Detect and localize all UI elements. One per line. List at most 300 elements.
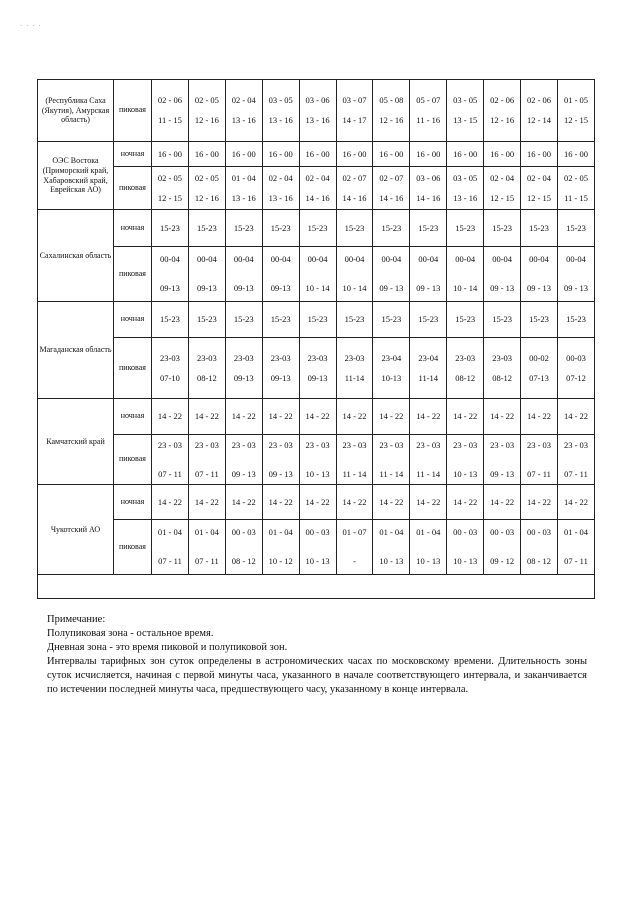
interval-start: 14 - 22	[342, 411, 367, 422]
interval-start: 23-03	[492, 352, 513, 363]
interval-end: 09 - 13	[231, 468, 256, 479]
interval-cell	[373, 435, 410, 485]
interval-start: 02 - 05	[563, 172, 589, 183]
interval-start: 01 - 04	[157, 527, 182, 538]
interval-cell	[336, 399, 373, 435]
interval-cell	[484, 210, 521, 247]
interval-start: 14 - 22	[157, 496, 182, 507]
interval-cell	[373, 80, 410, 142]
interval-start: 01 - 04	[563, 527, 589, 538]
interval-start: 15-23	[307, 314, 328, 325]
interval-cell	[557, 142, 594, 167]
interval-end: 08 - 12	[231, 556, 256, 566]
interval-start: 23-03	[344, 352, 365, 363]
interval-start: 00 - 03	[526, 527, 552, 538]
interval-start: 14 - 22	[268, 496, 293, 507]
interval-start: 00-03	[566, 352, 586, 363]
interval-cell	[447, 210, 484, 247]
interval-cell	[447, 485, 484, 520]
interval-cell	[225, 485, 262, 520]
zone-type: пиковая	[114, 167, 152, 210]
interval-start: 23-03	[455, 352, 476, 363]
interval-start: 14 - 22	[416, 496, 441, 507]
zone-type: ночная	[114, 485, 152, 520]
interval-end: 10 - 14	[453, 283, 478, 293]
interval-end: 13 - 16	[453, 192, 478, 203]
interval-start: 14 - 22	[305, 496, 330, 507]
interval-cell	[336, 485, 373, 520]
interval-end: 12 - 16	[379, 115, 404, 125]
interval-start: 16 - 00	[379, 148, 404, 159]
interval-start: 15-23	[566, 314, 586, 325]
interval-start: 02 - 06	[157, 95, 182, 106]
region-name: ОЭС Востока (Приморский край, Хабаровский край, Еврейская АО)	[38, 142, 114, 210]
region-name: Камчатский край	[38, 399, 114, 485]
interval-start: 14 - 22	[379, 411, 404, 422]
interval-end: 14 - 16	[379, 192, 404, 203]
note-semipeak: Полупиковая зона - остальное время.	[47, 628, 214, 639]
interval-start: 14 - 22	[231, 496, 256, 507]
interval-end: 09-13	[196, 283, 217, 293]
interval-start: 15-23	[233, 222, 254, 233]
interval-cell	[557, 80, 594, 142]
interval-cell	[373, 210, 410, 247]
interval-start: 03 - 06	[416, 172, 441, 183]
interval-end: 07-10	[160, 372, 180, 383]
interval-cell	[521, 142, 558, 167]
interval-cell	[447, 247, 484, 302]
interval-cell	[521, 399, 558, 435]
interval-start: 23 - 03	[526, 439, 552, 450]
interval-cell	[521, 247, 558, 302]
interval-start: 16 - 00	[490, 148, 515, 159]
interval-start: 15-23	[566, 222, 586, 233]
interval-start: 23 - 03	[157, 439, 182, 450]
interval-cell	[188, 210, 225, 247]
interval-cell	[152, 399, 189, 435]
interval-cell	[336, 435, 373, 485]
interval-cell	[557, 399, 594, 435]
interval-cell	[410, 520, 447, 575]
interval-start: 02 - 06	[526, 95, 552, 106]
interval-end: 09 - 12	[490, 556, 515, 566]
interval-start: 02 - 07	[342, 172, 367, 183]
interval-end: 13 - 16	[231, 115, 256, 125]
region-name: Чукотский АО	[38, 485, 114, 575]
interval-start: 16 - 00	[194, 148, 219, 159]
interval-start: 00 - 03	[305, 527, 330, 538]
interval-cell	[299, 247, 336, 302]
interval-start: 03 - 05	[268, 95, 293, 106]
interval-start: 14 - 22	[526, 411, 552, 422]
interval-cell	[336, 302, 373, 338]
interval-start: 05 - 08	[379, 95, 404, 106]
interval-cell	[299, 302, 336, 338]
interval-cell	[484, 399, 521, 435]
zone-type: пиковая	[114, 247, 152, 302]
interval-start: 23 - 03	[490, 439, 515, 450]
interval-start: 00 - 03	[490, 527, 515, 538]
interval-cell	[225, 80, 262, 142]
interval-cell	[152, 247, 189, 302]
interval-start: 23-03	[307, 352, 328, 363]
interval-cell	[373, 485, 410, 520]
interval-start: 00-04	[307, 254, 328, 265]
interval-start: 15-23	[344, 222, 365, 233]
interval-end: 09-13	[270, 372, 291, 383]
interval-cell	[410, 80, 447, 142]
zone-type: пиковая	[114, 338, 152, 399]
interval-start: 02 - 05	[194, 95, 219, 106]
interval-end: 08-12	[492, 372, 513, 383]
interval-start: 23 - 03	[194, 439, 219, 450]
interval-cell	[299, 142, 336, 167]
interval-end: 13 - 16	[231, 192, 256, 203]
interval-start: 14 - 22	[563, 411, 589, 422]
interval-start: 05 - 07	[416, 95, 441, 106]
interval-start: 00 - 03	[231, 527, 256, 538]
interval-cell	[225, 167, 262, 210]
interval-end: 11 - 15	[158, 115, 182, 125]
interval-start: 23 - 03	[231, 439, 256, 450]
interval-cell	[225, 302, 262, 338]
interval-cell	[373, 302, 410, 338]
interval-cell	[447, 520, 484, 575]
interval-start: 16 - 00	[342, 148, 367, 159]
interval-cell	[410, 338, 447, 399]
interval-start: 15-23	[270, 314, 291, 325]
table-row	[38, 167, 595, 210]
interval-cell	[299, 435, 336, 485]
interval-cell	[262, 520, 299, 575]
interval-end: 07 - 11	[194, 556, 219, 566]
region-name: Сахалинская область	[38, 210, 114, 302]
interval-start: 14 - 22	[379, 496, 404, 507]
interval-cell	[447, 435, 484, 485]
interval-cell	[484, 520, 521, 575]
interval-start: 16 - 00	[157, 148, 182, 159]
interval-cell	[152, 485, 189, 520]
interval-start: 15-23	[529, 222, 549, 233]
interval-cell	[225, 142, 262, 167]
interval-end: 12 - 16	[194, 192, 219, 203]
notes-title: Примечание:	[47, 614, 106, 625]
interval-end: 10 - 13	[453, 468, 478, 479]
interval-start: 01 - 04	[379, 527, 404, 538]
interval-cell	[484, 167, 521, 210]
interval-start: 14 - 22	[453, 496, 478, 507]
interval-start: 00-04	[529, 254, 549, 265]
zone-type: ночная	[114, 142, 152, 167]
interval-cell	[188, 302, 225, 338]
interval-end: 14 - 17	[342, 115, 367, 125]
interval-start: 23 - 03	[416, 439, 441, 450]
zone-type: пиковая	[114, 435, 152, 485]
interval-start: 23 - 03	[379, 439, 404, 450]
interval-end: 12 - 15	[563, 115, 589, 125]
interval-cell	[557, 338, 594, 399]
interval-start: 14 - 22	[453, 411, 478, 422]
interval-start: 00-02	[529, 352, 549, 363]
interval-cell	[484, 80, 521, 142]
table-row	[38, 302, 595, 338]
interval-cell	[152, 167, 189, 210]
interval-start: 00-04	[381, 254, 402, 265]
interval-cell	[262, 210, 299, 247]
interval-start: 15-23	[196, 314, 217, 325]
interval-cell	[336, 142, 373, 167]
interval-start: 01 - 04	[231, 172, 256, 183]
interval-end: 10 - 13	[416, 556, 441, 566]
region-name: (Республика Саха (Якутия), Амурская область)	[38, 80, 114, 142]
interval-end: 09 - 13	[379, 283, 404, 293]
interval-start: 02 - 04	[490, 172, 515, 183]
interval-start: 14 - 22	[416, 411, 441, 422]
interval-start: 00-04	[344, 254, 365, 265]
interval-start: 15-23	[196, 222, 217, 233]
interval-cell	[225, 520, 262, 575]
interval-start: 01 - 04	[268, 527, 293, 538]
interval-end: 10 - 13	[305, 556, 330, 566]
interval-end: 10 - 13	[305, 468, 330, 479]
interval-cell	[557, 302, 594, 338]
interval-end: 11 - 14	[342, 468, 367, 479]
interval-start: 15-23	[492, 222, 513, 233]
interval-cell	[262, 485, 299, 520]
interval-cell	[262, 435, 299, 485]
interval-cell	[262, 247, 299, 302]
interval-end: 07 - 11	[564, 556, 588, 566]
interval-start: 14 - 22	[490, 411, 515, 422]
interval-cell	[557, 247, 594, 302]
interval-cell	[336, 520, 373, 575]
interval-start: 15-23	[418, 314, 439, 325]
interval-end: 10 - 14	[305, 283, 330, 293]
interval-cell	[521, 520, 558, 575]
empty-cell	[38, 575, 595, 599]
interval-start: 00 - 03	[453, 527, 478, 538]
interval-cell	[484, 302, 521, 338]
interval-end: 09 - 13	[268, 468, 293, 479]
interval-start: 23 - 03	[268, 439, 293, 450]
interval-end: 09-13	[307, 372, 328, 383]
interval-end: 13 - 15	[453, 115, 478, 125]
interval-cell	[373, 338, 410, 399]
interval-cell	[521, 435, 558, 485]
interval-cell	[225, 247, 262, 302]
interval-start: 23 - 03	[563, 439, 589, 450]
interval-cell	[336, 338, 373, 399]
interval-end: 10 - 13	[379, 556, 404, 566]
interval-start: 23-04	[381, 352, 402, 363]
interval-cell	[299, 80, 336, 142]
interval-cell	[373, 520, 410, 575]
interval-start: 00-04	[492, 254, 513, 265]
zone-type: ночная	[114, 302, 152, 338]
interval-cell	[521, 338, 558, 399]
interval-start: 02 - 04	[526, 172, 552, 183]
interval-start: 15-23	[455, 314, 476, 325]
interval-start: 15-23	[529, 314, 549, 325]
interval-cell	[188, 485, 225, 520]
interval-cell	[262, 338, 299, 399]
interval-cell	[188, 247, 225, 302]
interval-cell	[557, 210, 594, 247]
interval-end: 11-14	[344, 372, 365, 383]
interval-cell	[225, 210, 262, 247]
interval-cell	[410, 247, 447, 302]
interval-cell	[152, 302, 189, 338]
interval-end: 09 - 13	[490, 283, 515, 293]
notes-section	[47, 613, 587, 697]
interval-start: 23 - 03	[342, 439, 367, 450]
region-name: Магаданская область	[38, 302, 114, 399]
interval-cell	[188, 167, 225, 210]
interval-start: 03 - 07	[342, 95, 367, 106]
interval-start: 23 - 03	[305, 439, 330, 450]
interval-end: 08-12	[455, 372, 476, 383]
interval-cell	[188, 435, 225, 485]
interval-end: 07 - 11	[194, 468, 219, 479]
interval-cell	[152, 142, 189, 167]
interval-start: 15-23	[270, 222, 291, 233]
interval-cell	[521, 80, 558, 142]
interval-cell	[557, 167, 594, 210]
interval-end: 13 - 16	[305, 115, 330, 125]
interval-cell	[484, 338, 521, 399]
interval-end: 11 - 15	[564, 192, 588, 203]
interval-cell	[557, 485, 594, 520]
interval-start: 02 - 05	[194, 172, 219, 183]
interval-end: 07 - 11	[158, 468, 182, 479]
interval-start: 16 - 00	[416, 148, 441, 159]
interval-start: 00-04	[233, 254, 254, 265]
zone-type: ночная	[114, 210, 152, 247]
interval-cell	[484, 142, 521, 167]
interval-start: 23-03	[270, 352, 291, 363]
interval-end: 09 - 13	[416, 283, 441, 293]
interval-end: 11 - 14	[379, 468, 404, 479]
interval-start: 02 - 06	[490, 95, 515, 106]
interval-cell	[557, 520, 594, 575]
interval-end: 14 - 16	[342, 192, 367, 203]
interval-cell	[521, 167, 558, 210]
interval-start: 14 - 22	[526, 496, 552, 507]
interval-cell	[373, 247, 410, 302]
interval-end: 14 - 16	[305, 192, 330, 203]
interval-cell	[262, 302, 299, 338]
interval-end: 11 - 16	[416, 115, 441, 125]
empty-row	[38, 575, 595, 599]
interval-start: 23-03	[160, 352, 180, 363]
table-row	[38, 399, 595, 435]
interval-start: 23 - 03	[453, 439, 478, 450]
interval-cell	[484, 435, 521, 485]
interval-end: 12 - 16	[490, 115, 515, 125]
interval-end: 09-13	[270, 283, 291, 293]
interval-cell	[447, 80, 484, 142]
interval-end: 07 - 11	[158, 556, 182, 566]
interval-cell	[262, 399, 299, 435]
interval-cell	[262, 142, 299, 167]
zone-type: пиковая	[114, 80, 152, 142]
interval-cell	[410, 167, 447, 210]
interval-cell	[188, 399, 225, 435]
interval-cell	[188, 520, 225, 575]
interval-cell	[336, 247, 373, 302]
zone-type: ночная	[114, 399, 152, 435]
interval-cell	[373, 142, 410, 167]
interval-start: 14 - 22	[563, 496, 589, 507]
interval-start: 00-04	[160, 254, 180, 265]
interval-start: 02 - 05	[157, 172, 182, 183]
interval-end: 10 - 13	[453, 556, 478, 566]
interval-end: 09-13	[233, 372, 254, 383]
interval-end: -	[353, 556, 356, 566]
interval-cell	[299, 399, 336, 435]
interval-cell	[188, 338, 225, 399]
table-row	[38, 80, 595, 142]
interval-cell	[521, 210, 558, 247]
interval-cell	[152, 80, 189, 142]
interval-start: 14 - 22	[157, 411, 182, 422]
table-row	[38, 247, 595, 302]
interval-start: 16 - 00	[305, 148, 330, 159]
interval-cell	[410, 485, 447, 520]
interval-end: 12 - 15	[157, 192, 182, 203]
interval-cell	[225, 399, 262, 435]
interval-cell	[410, 210, 447, 247]
interval-cell	[152, 520, 189, 575]
interval-start: 15-23	[381, 314, 402, 325]
interval-start: 23-03	[196, 352, 217, 363]
interval-cell	[225, 435, 262, 485]
interval-cell	[447, 167, 484, 210]
interval-end: 11 - 14	[416, 468, 441, 479]
interval-start: 02 - 04	[231, 95, 256, 106]
interval-start: 14 - 22	[490, 496, 515, 507]
interval-start: 01 - 05	[563, 95, 589, 106]
interval-end: 08-12	[196, 372, 217, 383]
note-day-zone: Дневная зона - это время пиковой и полупиковой зон.	[47, 642, 288, 653]
interval-cell	[152, 338, 189, 399]
interval-cell	[299, 167, 336, 210]
interval-start: 15-23	[381, 222, 402, 233]
interval-cell	[299, 210, 336, 247]
interval-cell	[188, 80, 225, 142]
interval-start: 16 - 00	[268, 148, 293, 159]
interval-end: 12 - 15	[490, 192, 515, 203]
interval-cell	[336, 210, 373, 247]
zone-type: пиковая	[114, 520, 152, 575]
interval-end: 13 - 16	[268, 115, 293, 125]
interval-end: 09-13	[233, 283, 254, 293]
scan-mark: · · · ·	[20, 22, 42, 30]
interval-end: 13 - 16	[268, 192, 293, 203]
interval-start: 14 - 22	[305, 411, 330, 422]
interval-cell	[484, 485, 521, 520]
interval-end: 11-14	[418, 372, 439, 383]
interval-end: 09 - 13	[526, 283, 552, 293]
interval-start: 02 - 04	[268, 172, 293, 183]
interval-cell	[299, 520, 336, 575]
interval-cell	[484, 247, 521, 302]
interval-end: 10 - 12	[268, 556, 293, 566]
interval-cell	[373, 167, 410, 210]
interval-cell	[410, 435, 447, 485]
interval-cell	[152, 210, 189, 247]
interval-end: 12 - 15	[526, 192, 552, 203]
